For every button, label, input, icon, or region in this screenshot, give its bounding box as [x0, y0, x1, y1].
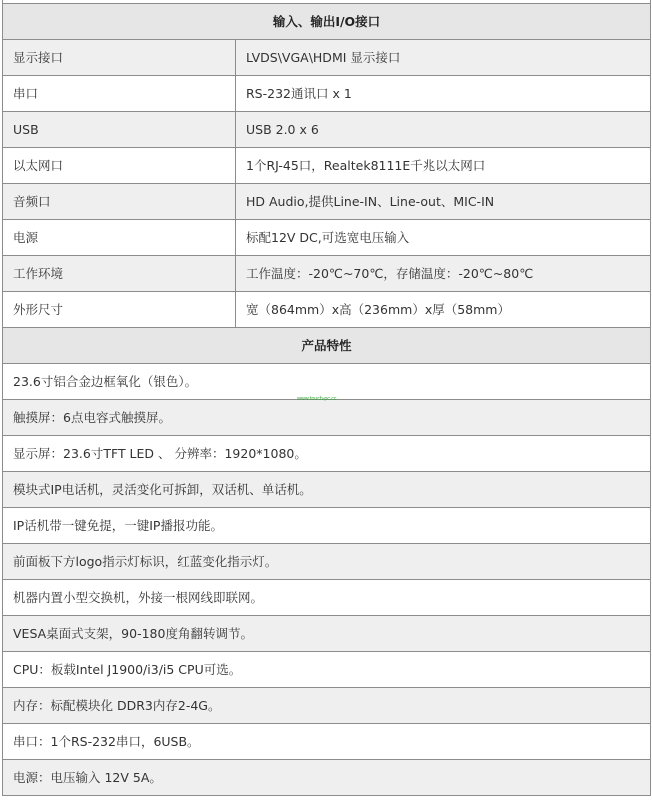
- feature-text: 串口：1个RS-232串口，6USB。: [3, 724, 651, 760]
- list-item: [3, 472, 651, 508]
- spec-value: HD Audio,提供Line-IN、Line-out、MIC-IN: [236, 184, 651, 220]
- features-section-header: [3, 328, 651, 364]
- spec-label: 音频口: [3, 184, 236, 220]
- list-item: [3, 508, 651, 544]
- features-section-title: 产品特性: [3, 328, 651, 364]
- table-row: [3, 40, 651, 76]
- spec-value: 1个RJ-45口，Realtek8111E千兆以太网口: [236, 148, 651, 184]
- feature-text: 内存：标配模块化 DDR3内存2-4G。: [3, 688, 651, 724]
- feature-text: 机器内置小型交换机，外接一根网线即联网。: [3, 580, 651, 616]
- spec-value: LVDS\VGA\HDMI 显示接口: [236, 40, 651, 76]
- table-row: [3, 220, 651, 256]
- list-item: [3, 544, 651, 580]
- list-item: [3, 616, 651, 652]
- feature-text: IP话机带一键免提，一键IP播报功能。: [3, 508, 651, 544]
- list-item: [3, 652, 651, 688]
- list-item: [3, 688, 651, 724]
- list-item: [3, 760, 651, 796]
- table-row: [3, 292, 651, 328]
- list-item: [3, 436, 651, 472]
- feature-text: 模块式IP电话机，灵活变化可拆卸，双话机、单话机。: [3, 472, 651, 508]
- watermark: www.touch-pc.cc: [297, 396, 337, 402]
- feature-text: 23.6寸铝合金边框氧化（银色）。: [3, 364, 651, 400]
- spec-value: USB 2.0 x 6: [236, 112, 651, 148]
- feature-text: CPU：板载Intel J1900/i3/i5 CPU可选。: [3, 652, 651, 688]
- list-item: [3, 580, 651, 616]
- feature-text: VESA桌面式支架，90-180度角翻转调节。: [3, 616, 651, 652]
- spec-label: 电源: [3, 220, 236, 256]
- feature-text: 前面板下方logo指示灯标识，红蓝变化指示灯。: [3, 544, 651, 580]
- list-item: [3, 724, 651, 760]
- feature-text: 触摸屏：6点电容式触摸屏。: [3, 400, 651, 436]
- spec-value: 工作温度：-20℃~70℃，存储温度：-20℃~80℃: [236, 256, 651, 292]
- spec-label: USB: [3, 112, 236, 148]
- spec-label: 工作环境: [3, 256, 236, 292]
- list-item: [3, 364, 651, 400]
- spec-label: 显示接口: [3, 40, 236, 76]
- io-section-header: [3, 4, 651, 40]
- spec-value: RS-232通讯口 x 1: [236, 76, 651, 112]
- table-row: [3, 256, 651, 292]
- spec-label: 串口: [3, 76, 236, 112]
- table-row: [3, 76, 651, 112]
- spec-label: 以太网口: [3, 148, 236, 184]
- table-row: [3, 112, 651, 148]
- feature-text: 电源：电压输入 12V 5A。: [3, 760, 651, 796]
- spec-value: 宽（864mm）x高（236mm）x厚（58mm）: [236, 292, 651, 328]
- table-row: [3, 148, 651, 184]
- spec-label: 外形尺寸: [3, 292, 236, 328]
- spec-value: 标配12V DC,可选宽电压输入: [236, 220, 651, 256]
- table-row: [3, 184, 651, 220]
- list-item: [3, 400, 651, 436]
- io-section-title: 输入、输出I/O接口: [3, 4, 651, 40]
- feature-text: 显示屏：23.6寸TFT LED 、 分辨率：1920*1080。: [3, 436, 651, 472]
